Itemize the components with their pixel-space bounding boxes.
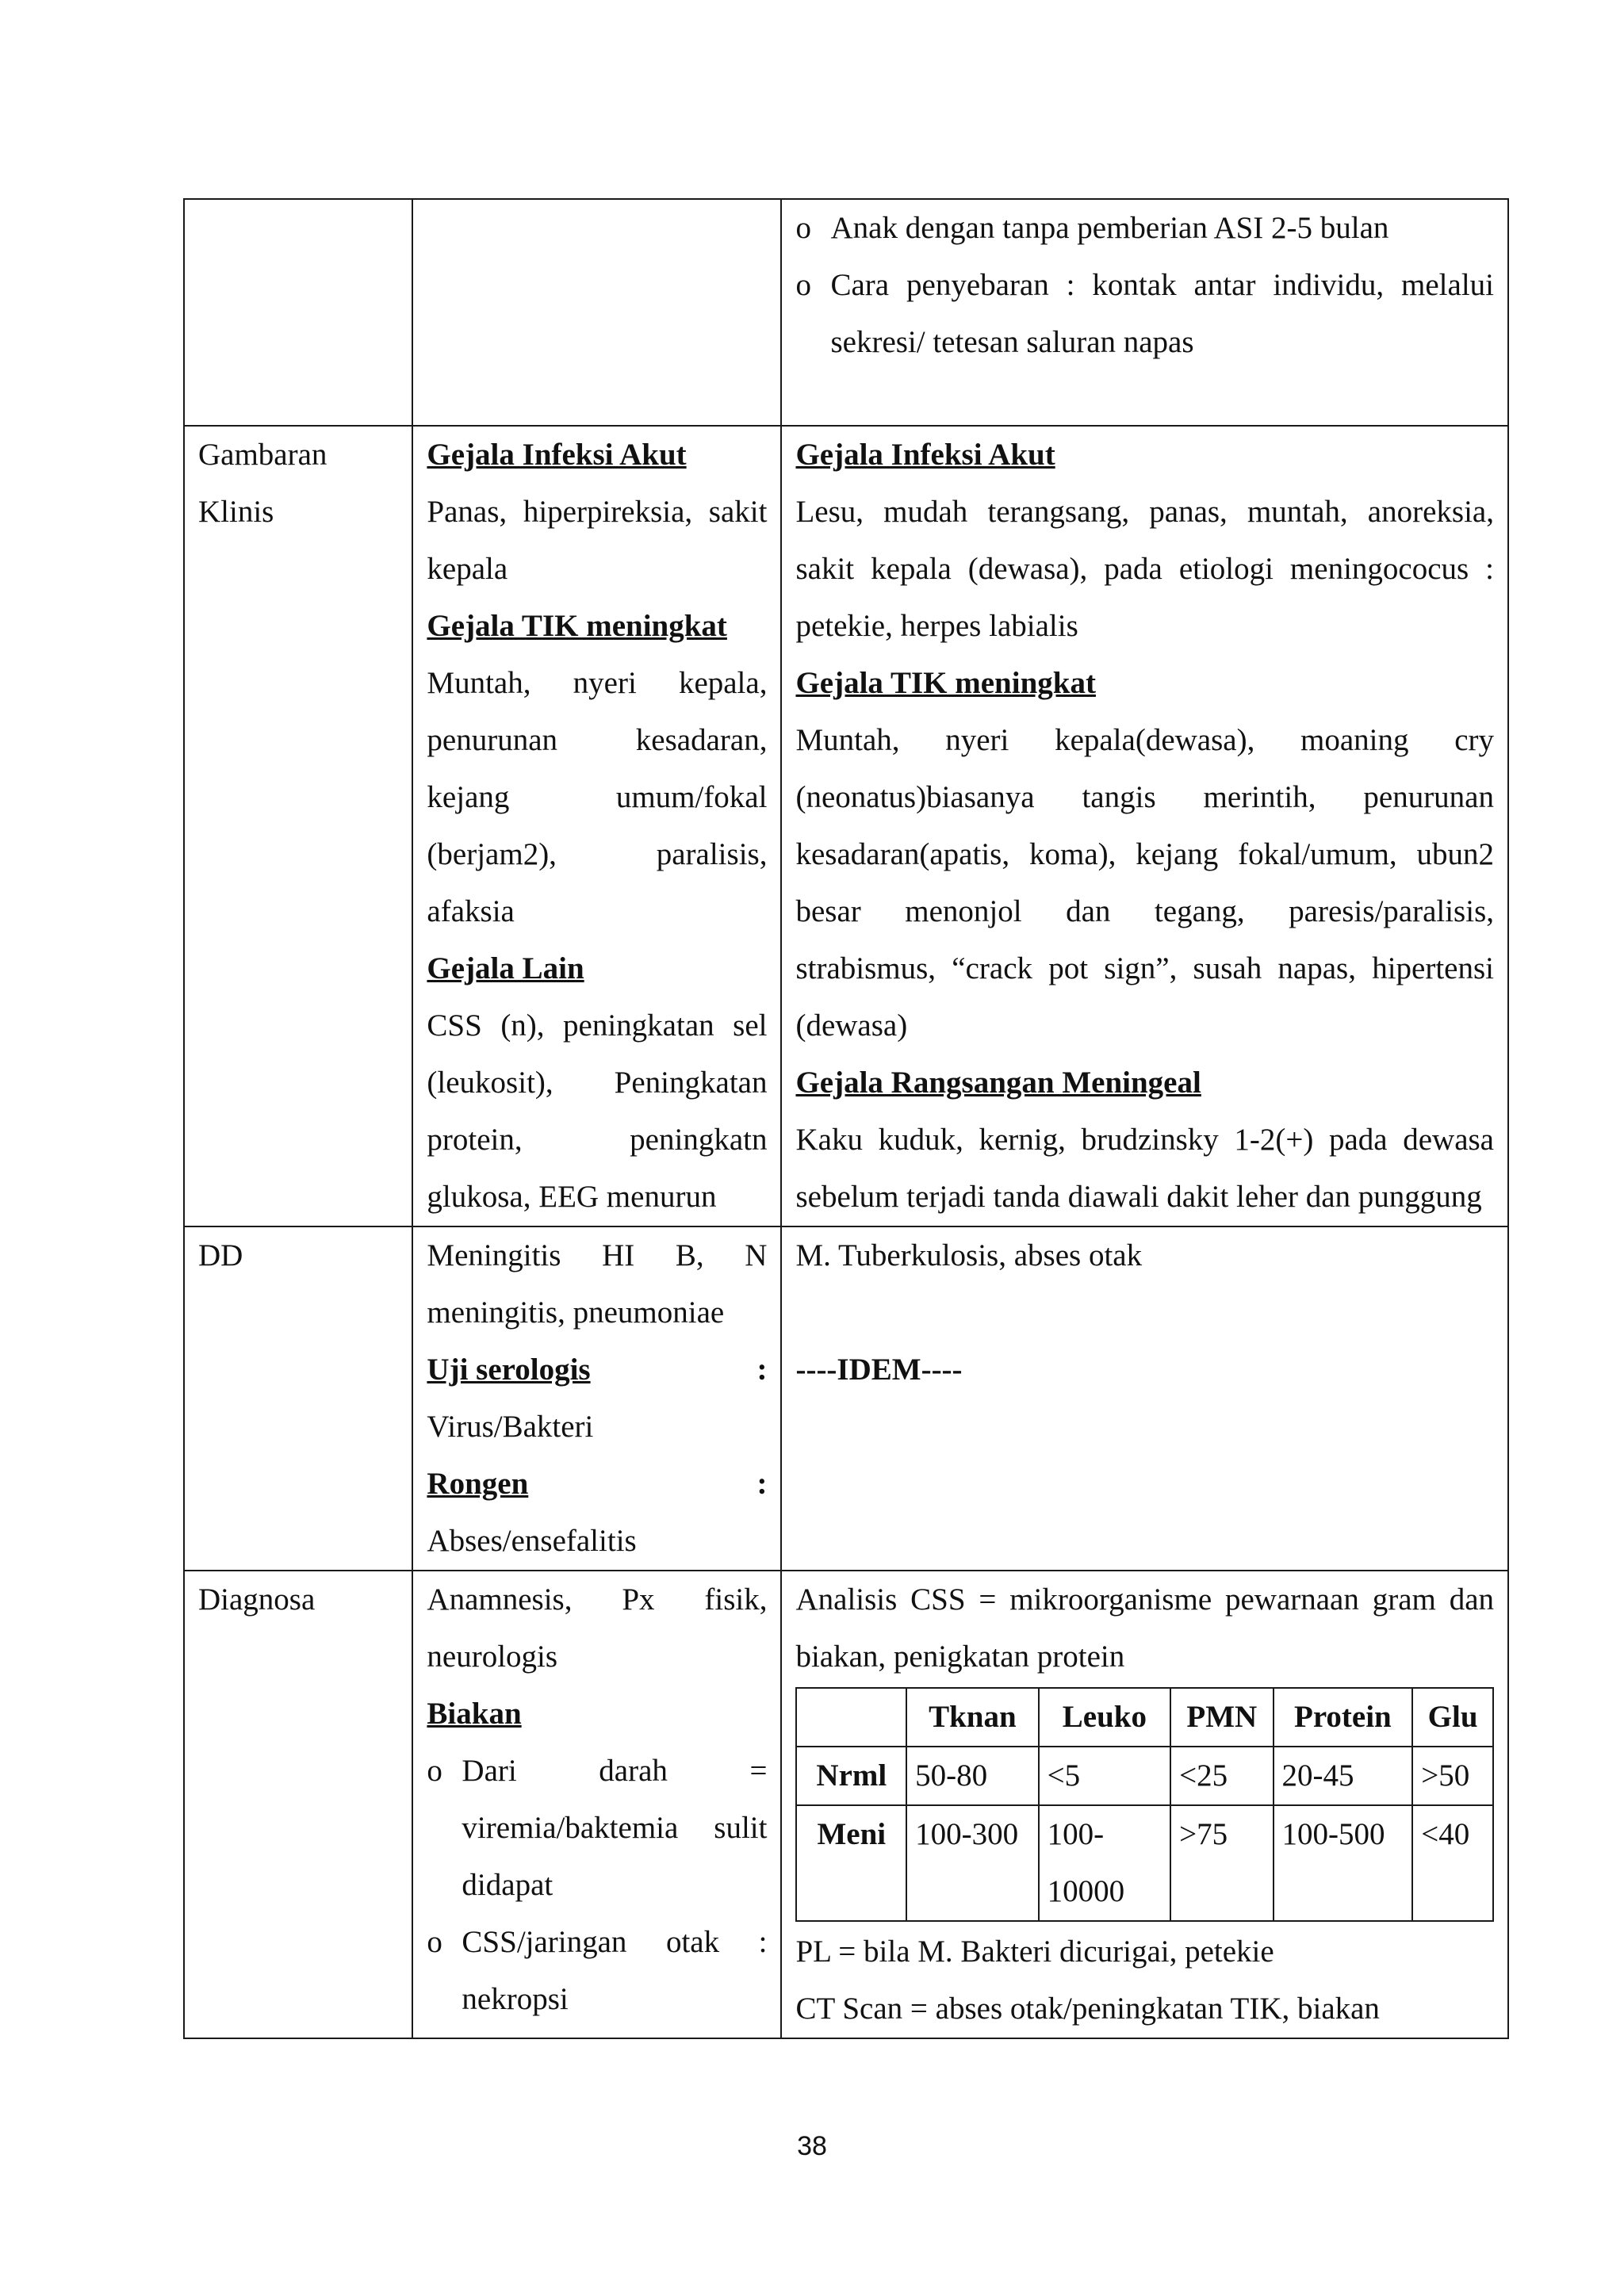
cell-dd-col2 xyxy=(412,1226,781,1571)
lab-cell: 100-300 xyxy=(906,1805,1038,1921)
bullet-circle-icon: o xyxy=(795,268,811,302)
cell-empty-1 xyxy=(184,199,412,426)
colon: : xyxy=(756,1467,768,1501)
paragraph: Meningitis HI B, N meningitis, pneumoniae xyxy=(427,1238,768,1330)
lab-cell: 20-45 xyxy=(1274,1747,1413,1805)
biakan-bullet-list xyxy=(427,1743,767,2028)
cell-diagnosa-col2 xyxy=(412,1571,781,2038)
lab-cell: <25 xyxy=(1170,1747,1273,1805)
rongen-row xyxy=(427,1456,767,1513)
paragraph: Muntah, nyeri kepala(dewasa), moaning cry (neonatus)biasanya tangis merintih, penurunan kesadaran(apatis, koma), kejang fokal/umum, ubun2 besar menonjol dan tegang, paresis/paralisis, strabismus, “crack pot sign”, susah napas, hipertensi (dewasa) xyxy=(795,723,1494,1043)
lab-header-cell: Protein xyxy=(1274,1688,1413,1747)
heading-gejala-tik-meningkat: Gejala TIK meningkat xyxy=(427,609,727,643)
cell-klinis-col2 xyxy=(412,426,781,1226)
list-item: o CSS/jaringan otak : nekropsi xyxy=(427,1914,767,2028)
heading-biakan: Biakan xyxy=(427,1697,522,1731)
transmission-bullet-list xyxy=(795,200,1494,371)
paragraph: CSS (n), peningkatan sel (leukosit), Peningkatan protein, peningkatn glukosa, EEG menurun xyxy=(427,1008,768,1214)
cell-diagnosa-col3 xyxy=(781,1571,1508,2038)
paragraph: Panas, hiperpireksia, sakit kepala xyxy=(427,495,768,586)
list-item: o Anak dengan tanpa pemberian ASI 2-5 bulan xyxy=(795,200,1494,257)
lab-cell: <40 xyxy=(1412,1805,1493,1921)
lab-header-cell xyxy=(796,1688,906,1747)
lab-cell: <5 xyxy=(1039,1747,1170,1805)
lab-table-row xyxy=(796,1747,1493,1805)
paragraph: Analisis CSS = mikroorganisme pewarnaan gram dan biakan, penigkatan protein xyxy=(795,1582,1494,1674)
heading-gejala-infeksi-akut: Gejala Infeksi Akut xyxy=(427,438,687,472)
colon: : xyxy=(756,1353,768,1387)
cell-klinis-col3 xyxy=(781,426,1508,1226)
paragraph: M. Tuberkulosis, abses otak xyxy=(795,1238,1143,1272)
lab-cell: 50-80 xyxy=(906,1747,1038,1805)
heading-gejala-infeksi-akut: Gejala Infeksi Akut xyxy=(795,438,1055,472)
cell-dd-col3 xyxy=(781,1226,1508,1571)
paragraph: Kaku kuduk, kernig, brudzinsky 1-2(+) pada dewasa sebelum terjadi tanda diawali dakit leher dan punggung xyxy=(795,1123,1494,1214)
heading-gejala-lain: Gejala Lain xyxy=(427,951,584,985)
heading-uji-serologis: Uji serologis xyxy=(427,1353,591,1387)
bullet-circle-icon: o xyxy=(795,211,811,245)
heading-gejala-tik-meningkat: Gejala TIK meningkat xyxy=(795,666,1096,700)
lab-table-header-row xyxy=(796,1688,1493,1747)
table-row-gambaran-klinis xyxy=(184,426,1508,1226)
table-row-diagnosa xyxy=(184,1571,1508,2038)
bullet-circle-icon: o xyxy=(427,1754,442,1788)
row-label-diagnosa: Diagnosa xyxy=(184,1571,412,2038)
lab-cell: 100-10000 xyxy=(1039,1805,1170,1921)
cell-transmission xyxy=(781,199,1508,426)
bullet-circle-icon: o xyxy=(427,1925,442,1959)
lab-cell: >75 xyxy=(1170,1805,1273,1921)
heading-gejala-rangsangan-meningeal: Gejala Rangsangan Meningeal xyxy=(795,1066,1201,1100)
uji-serologis-row xyxy=(427,1341,767,1399)
row-label-dd: DD xyxy=(184,1226,412,1571)
lab-row-header: Meni xyxy=(796,1805,906,1921)
table-row-continuation xyxy=(184,199,1508,426)
paragraph: PL = bila M. Bakteri dicurigai, petekie xyxy=(795,1934,1274,1969)
lab-header-cell: Glu xyxy=(1412,1688,1493,1747)
cell-empty-2 xyxy=(412,199,781,426)
table-row-dd xyxy=(184,1226,1508,1571)
paragraph: CT Scan = abses otak/peningkatan TIK, biakan xyxy=(795,1992,1380,2026)
idem-text: ----IDEM---- xyxy=(795,1353,963,1387)
lab-row-header: Nrml xyxy=(796,1747,906,1805)
list-item: o Dari darah = viremia/baktemia sulit didapat xyxy=(427,1743,767,1914)
lab-table-row xyxy=(796,1805,1493,1921)
paragraph: Anamnesis, Px fisik, neurologis xyxy=(427,1582,768,1674)
list-item: o Cara penyebaran : kontak antar individu, melalui sekresi/ tetesan saluran napas xyxy=(795,257,1494,371)
lab-header-cell: Leuko xyxy=(1039,1688,1170,1747)
main-table xyxy=(183,198,1509,2039)
paragraph: Virus/Bakteri xyxy=(427,1410,594,1444)
page-number: 38 xyxy=(797,2131,827,2161)
lab-header-cell: Tknan xyxy=(906,1688,1038,1747)
heading-rongen: Rongen xyxy=(427,1467,529,1501)
lab-cell: >50 xyxy=(1412,1747,1493,1805)
paragraph: Muntah, nyeri kepala, penurunan kesadaran, kejang umum/fokal (berjam2), paralisis, afaksia xyxy=(427,666,768,928)
css-lab-table xyxy=(795,1687,1494,1922)
paragraph: Lesu, mudah terangsang, panas, muntah, anoreksia, sakit kepala (dewasa), pada etiologi meningococus : petekie, herpes labialis xyxy=(795,495,1494,643)
row-label-gambaran-klinis: Gambaran Klinis xyxy=(184,426,412,1226)
lab-header-cell: PMN xyxy=(1170,1688,1273,1747)
paragraph: Abses/ensefalitis xyxy=(427,1524,637,1558)
lab-cell: 100-500 xyxy=(1274,1805,1413,1921)
